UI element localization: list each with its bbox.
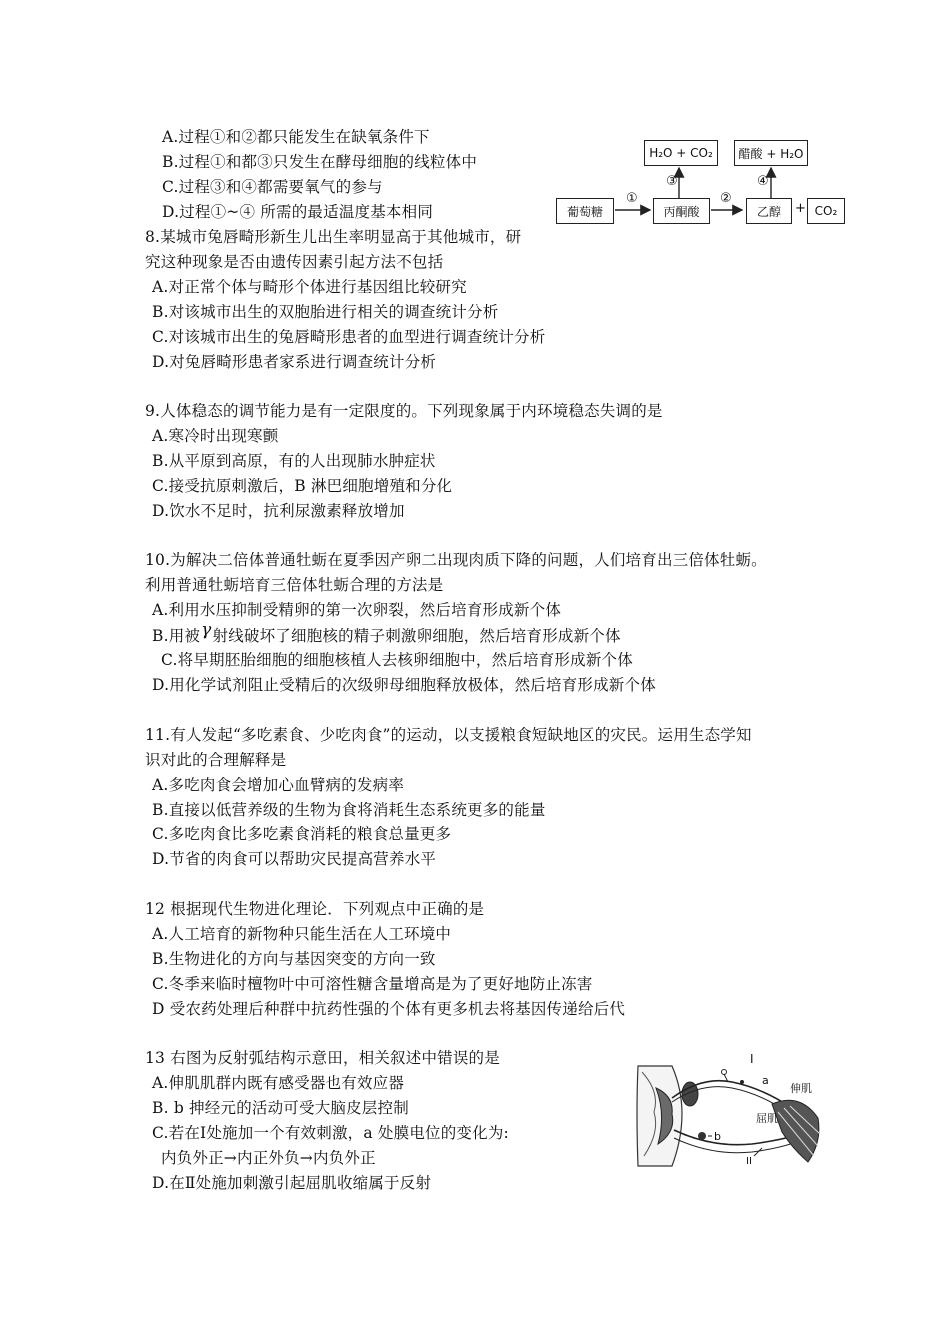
reflex-arc-diagram — [632, 1052, 824, 1174]
flexor-label: 屈肌 — [756, 1112, 778, 1125]
q11-stem-line2: 识对此的合理解释是 — [145, 751, 287, 769]
q12-option-d: D 受农药处理后种群中抗药性强的个体有更多机去将基因传递给后代 — [152, 1000, 626, 1018]
q8-option-a: A.对正常个体与畸形个体进行基因组比较研究 — [152, 278, 467, 296]
q12-stem: 12 根据现代生物进化理论．下列观点中正确的是 — [145, 900, 485, 918]
q7-option-c: C.过程③和④都需要氧气的参与 — [162, 178, 383, 196]
pyruvate-box: 丙酮酸 — [653, 198, 710, 224]
label-a: a — [762, 1074, 769, 1087]
q12-option-c: C.冬季来临时檀物叶中可溶性糖含量增高是为了更好地防止冻害 — [152, 975, 593, 993]
q10-stem-line2: 利用普通牡蛎培育三倍体牡蛎合理的方法是 — [145, 576, 444, 594]
co2-box: CO₂ — [807, 198, 845, 224]
water-co2-box: H₂O + CO₂ — [644, 140, 718, 166]
step-1-label: ① — [626, 191, 638, 206]
q10-option-d: D.用化学试剂阻止受精后的次级卵母细胞释放极体，然后培育形成新个体 — [152, 676, 656, 694]
plus-sign: + — [795, 201, 806, 216]
q10-option-c: C.将早期胚胎细胞的细胞核植人去核卵细胞中，然后培育形成新个体 — [161, 651, 633, 669]
q13-option-a: A.伸肌肌群内既有感受器也有效应器 — [152, 1074, 405, 1092]
ethanol-box: 乙醇 — [746, 198, 792, 224]
q7-option-b: B.过程①和都③只发生在酵母细胞的线粒体中 — [162, 153, 478, 171]
metabolism-diagram — [556, 136, 856, 230]
q10-stem-line1: 10.为解决二倍体普通牡蛎在夏季因产卵二出现肉质下降的问题，人们培育出三倍体牡蛎。 — [145, 551, 767, 569]
q7-option-d: D.过程①~④ 所需的最适温度基本相同 — [162, 203, 434, 221]
q9-stem: 9.人体稳态的调节能力是有一定限度的。下列现象属于内环境稳态失调的是 — [145, 402, 663, 420]
q10-option-b-prefix: B.用被 — [152, 627, 201, 645]
label-I: I — [750, 1052, 754, 1066]
q8-stem-line2: 究这种现象是否由遗传因素引起方法不包括 — [145, 253, 444, 271]
reflex-arc-drawing — [632, 1052, 824, 1174]
q9-option-b: B.从平原到高原，有的人出现肺水肿症状 — [152, 452, 436, 470]
q11-option-b: B.直接以低营养级的生物为食将消耗生态系统更多的能量 — [152, 801, 546, 819]
step-2-label: ② — [720, 191, 732, 206]
q8-option-d: D.对兔唇畸形患者家系进行调查统计分析 — [152, 353, 437, 371]
q12-option-b: B.生物进化的方向与基因突变的方向一致 — [152, 950, 436, 968]
q13-stem: 13 右图为反射弧结构示意田，相关叙述中错误的是 — [145, 1049, 500, 1067]
glucose-box: 葡萄糖 — [556, 198, 614, 224]
acetic-acid-box: 醋酸 + H₂O — [734, 140, 808, 166]
q9-option-d: D.饮水不足时，抗利尿激素释放增加 — [152, 502, 405, 520]
q11-option-a: A.多吃肉食会增加心血臂病的发病率 — [152, 776, 405, 794]
q11-option-c: C.多吃肉食比多吃素食消耗的粮食总量更多 — [152, 825, 452, 843]
q10-option-b — [152, 620, 621, 646]
q11-stem-line1: 11.有人发起“多吃素食、少吃肉食”的运动，以支援粮食短缺地区的灾民。运用生态学知 — [145, 726, 752, 744]
q13-option-c: C.若在Ⅰ处施加一个有效刺激，a 处膜电位的变化为: — [152, 1124, 509, 1142]
q12-option-a: A.人工培育的新物种只能生活在人工环境中 — [152, 925, 452, 943]
q8-option-b: B.对该城市出生的双胞胎进行相关的调查统计分析 — [152, 303, 499, 321]
q9-option-a: A.寒冷时出现寒颤 — [152, 427, 279, 445]
step-3-label: ③ — [666, 174, 678, 189]
q13-option-c-continued: 内负外正→内正外负→内负外正 — [161, 1149, 376, 1167]
q7-option-a: A.过程①和②都只能发生在缺氧条件下 — [162, 128, 430, 146]
q10-option-a: A.利用水压抑制受精卵的第一次卵裂，然后培育形成新个体 — [152, 601, 562, 619]
q10-option-b-suffix: 射线破坏了细胞核的精子刺激卵细胞，然后培育形成新个体 — [212, 627, 621, 645]
extensor-label: 伸肌 — [790, 1082, 812, 1095]
gamma-symbol: γ — [201, 620, 212, 640]
label-II: II — [746, 1156, 752, 1167]
label-b: b — [714, 1130, 721, 1143]
q9-option-c: C.接受抗原刺激后，B 淋巴细胞增殖和分化 — [152, 477, 453, 495]
q8-option-c: C.对该城市出生的兔唇畸形患者的血型进行调查统计分析 — [152, 328, 546, 346]
step-4-label: ④ — [757, 174, 769, 189]
q13-option-d: D.在Ⅱ处施加刺激引起屈肌收缩属于反射 — [152, 1174, 432, 1192]
q13-option-b: B. b 抻经元的活动可受大脑皮层控制 — [152, 1099, 409, 1117]
q8-stem-line1: 8.某城市兔唇畸形新生儿出生率明显高于其他城市，研 — [145, 228, 522, 246]
q11-option-d: D.节省的肉食可以帮助灾民提高营养水平 — [152, 850, 437, 868]
